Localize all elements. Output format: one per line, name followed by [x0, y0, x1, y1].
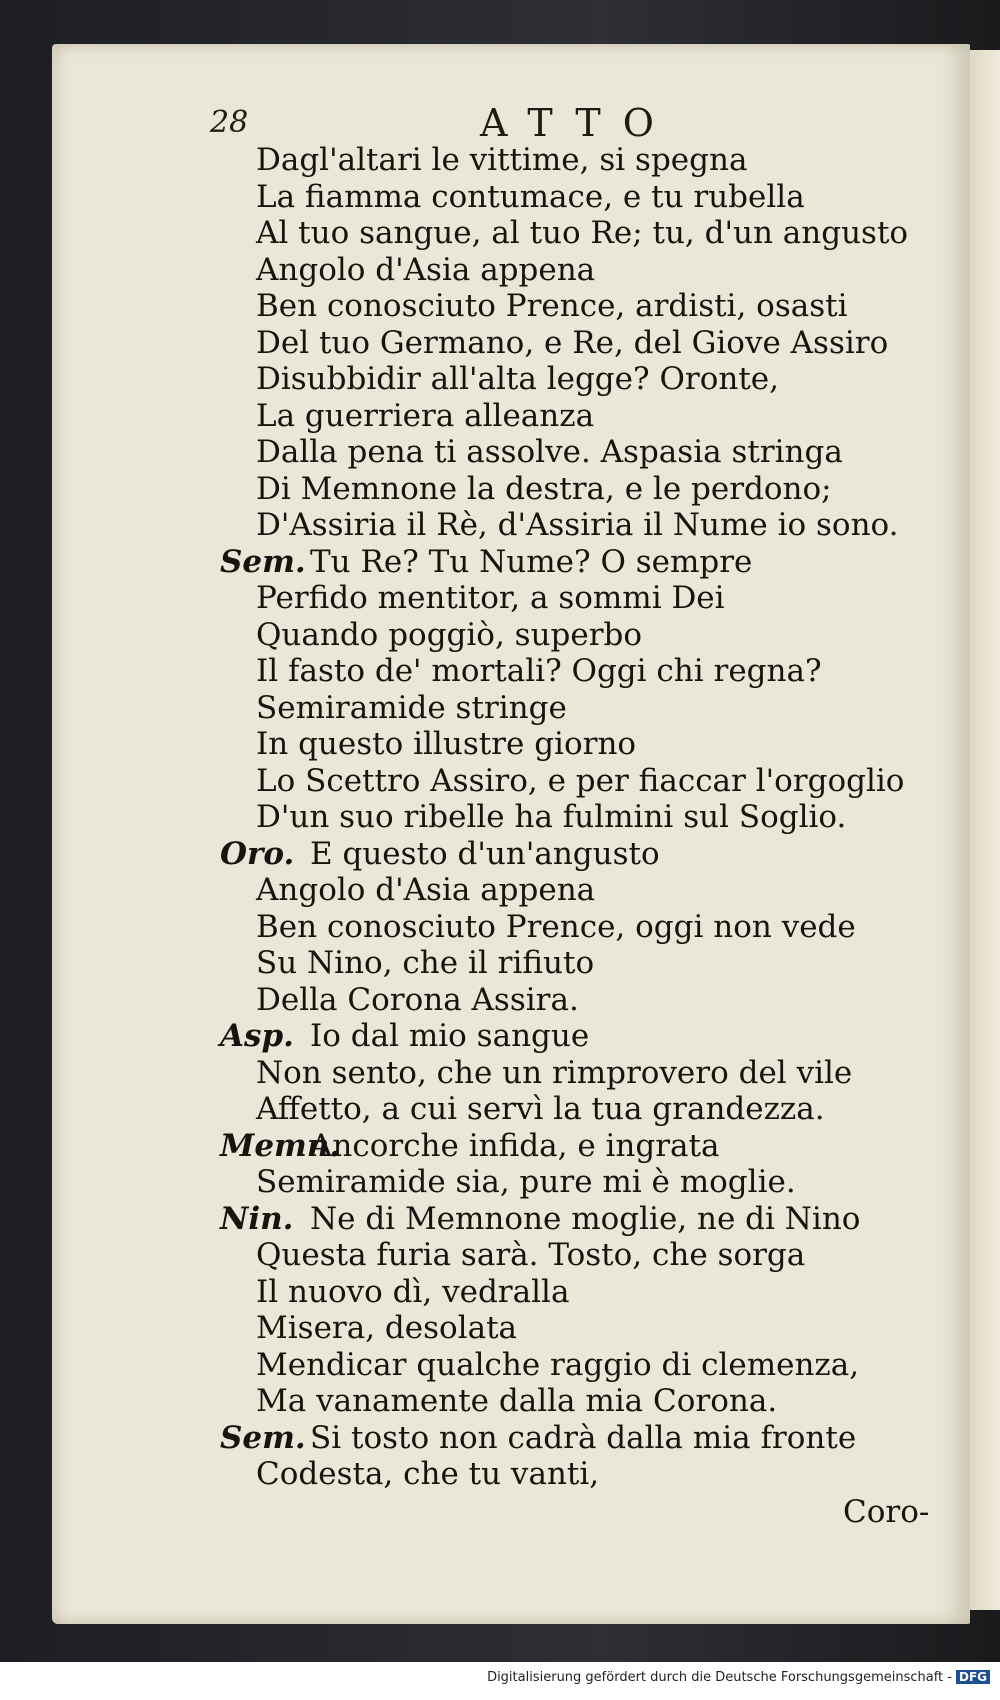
verse-line [220, 361, 950, 398]
verse-text [220, 142, 950, 1493]
verse-text-line: Ben conosciuto Prence, ardisti, osasti [256, 288, 848, 324]
verse-text-line: Non sento, che un rimprovero del vile [256, 1054, 853, 1091]
page-header [200, 101, 940, 145]
verse-line [220, 471, 950, 508]
verse-line [220, 1018, 950, 1055]
verse-line [220, 1383, 950, 1420]
verse-text-line: Il fasto de' mortali? Oggi chi regna? [256, 653, 822, 689]
verse-line [220, 580, 950, 617]
verse-line [220, 1310, 950, 1347]
verse-line [220, 690, 950, 727]
verse-text-line: Del tuo Germano, e Re, del Giove Assiro [256, 324, 889, 361]
verse-text-line: La fiamma contumace, e tu rubella [256, 178, 805, 215]
verse-text-line: La guerriera alleanza [256, 397, 595, 434]
verse-line [220, 726, 950, 763]
verse-text-line: Perfido mentitor, a sommi Dei [256, 580, 725, 616]
verse-text-line: Di Memnone la destra, e le perdono; [256, 470, 832, 507]
verse-text-line: Affetto, a cui servì la tua grandezza. [256, 1091, 825, 1127]
verse-text-line: Semiramide stringe [256, 689, 567, 726]
verse-text-line: Ma vanamente dalla mia Corona. [256, 1383, 778, 1419]
verse-text-line: E questo d'un'angusto [310, 835, 660, 872]
verse-line [220, 1128, 950, 1165]
verse-line [220, 1201, 950, 1238]
verse-line [220, 325, 950, 362]
verse-text-line: Al tuo sangue, al tuo Re; tu, d'un angusto [256, 215, 909, 251]
verse-text-line: Ne di Memnone moglie, ne di Nino [310, 1200, 861, 1237]
verse-text-line: Misera, desolata [256, 1310, 518, 1346]
verse-line [220, 1164, 950, 1201]
page-number: 28 [210, 105, 249, 140]
verse-line [220, 872, 950, 909]
verse-line [220, 909, 950, 946]
verse-text-line: Io dal mio sangue [310, 1018, 590, 1054]
verse-line [220, 1055, 950, 1092]
speaker-label: Sem. [220, 1419, 306, 1456]
verse-text-line: Disubbidir all'alta legge? Oronte, [256, 361, 779, 397]
verse-line [220, 1456, 950, 1493]
verse-line [220, 142, 950, 179]
verse-line [220, 215, 950, 252]
verse-text-line: Mendicar qualche raggio di clemenza, [256, 1346, 860, 1383]
verse-text-line: D'un suo ribelle ha fulmini sul Soglio. [256, 799, 847, 835]
dfg-logo: DFG [956, 1670, 990, 1684]
verse-text-line: Lo Scettro Assiro, e per fiaccar l'orgoglio [256, 762, 905, 799]
verse-text-line: Ben conosciuto Prence, oggi non vede [256, 908, 856, 945]
verse-text-line: D'Assiria il Rè, d'Assiria il Nume io sono. [256, 507, 899, 543]
footer-text: Digitalisierung gefördert durch die Deutsche Forschungsgemeinschaft - [487, 1670, 952, 1685]
verse-line [220, 799, 950, 836]
verse-line [220, 653, 950, 690]
verse-line [220, 507, 950, 544]
verse-line [220, 836, 950, 873]
verse-line [220, 179, 950, 216]
verse-line [220, 617, 950, 654]
verse-text-line: Angolo d'Asia appena [256, 251, 596, 288]
footer-credit [487, 1670, 990, 1685]
verse-text-line: Dalla pena ti assolve. Aspasia stringa [256, 434, 843, 470]
verse-line [220, 398, 950, 435]
verse-line [220, 288, 950, 325]
verse-line [220, 1274, 950, 1311]
verse-line [220, 982, 950, 1019]
verse-text-line: Su Nino, che il rifiuto [256, 945, 595, 981]
running-head: ATTO [480, 101, 676, 145]
verse-text-line: Codesta, che tu vanti, [256, 1456, 600, 1492]
verse-line [220, 1237, 950, 1274]
verse-text-line: Il nuovo dì, vedralla [256, 1273, 570, 1310]
verse-text-line: Dagl'altari le vittime, si spegna [256, 142, 748, 178]
verse-line [220, 252, 950, 289]
verse-line [220, 1091, 950, 1128]
verse-text-line: Della Corona Assira. [256, 981, 579, 1018]
speaker-label: Sem. [220, 543, 306, 580]
catchword: Coro- [843, 1494, 930, 1530]
speaker-label: Memn. [220, 1127, 341, 1164]
verse-text-line: Semiramide sia, pure mi è moglie. [256, 1164, 796, 1200]
speaker-label: Asp. [220, 1018, 294, 1054]
verse-text-line: Quando poggiò, superbo [256, 616, 643, 653]
speaker-label: Oro. [220, 835, 295, 872]
verse-line [220, 544, 950, 581]
verse-line [220, 434, 950, 471]
verse-line [220, 1347, 950, 1384]
verse-text-line: Si tosto non cadrà dalla mia fronte [310, 1419, 857, 1456]
verse-text-line: Questa furia sarà. Tosto, che sorga [256, 1237, 806, 1273]
verse-text-line: In questo illustre giorno [256, 726, 637, 762]
verse-text-line: Angolo d'Asia appena [256, 872, 596, 908]
digitization-footer [0, 1662, 1000, 1700]
verse-text-line: Ancorche infida, e ingrata [310, 1127, 720, 1164]
verse-text-line: Tu Re? Tu Nume? O sempre [310, 543, 753, 580]
verse-line [220, 763, 950, 800]
verse-line [220, 1420, 950, 1457]
speaker-label: Nin. [220, 1200, 294, 1237]
verse-line [220, 945, 950, 982]
